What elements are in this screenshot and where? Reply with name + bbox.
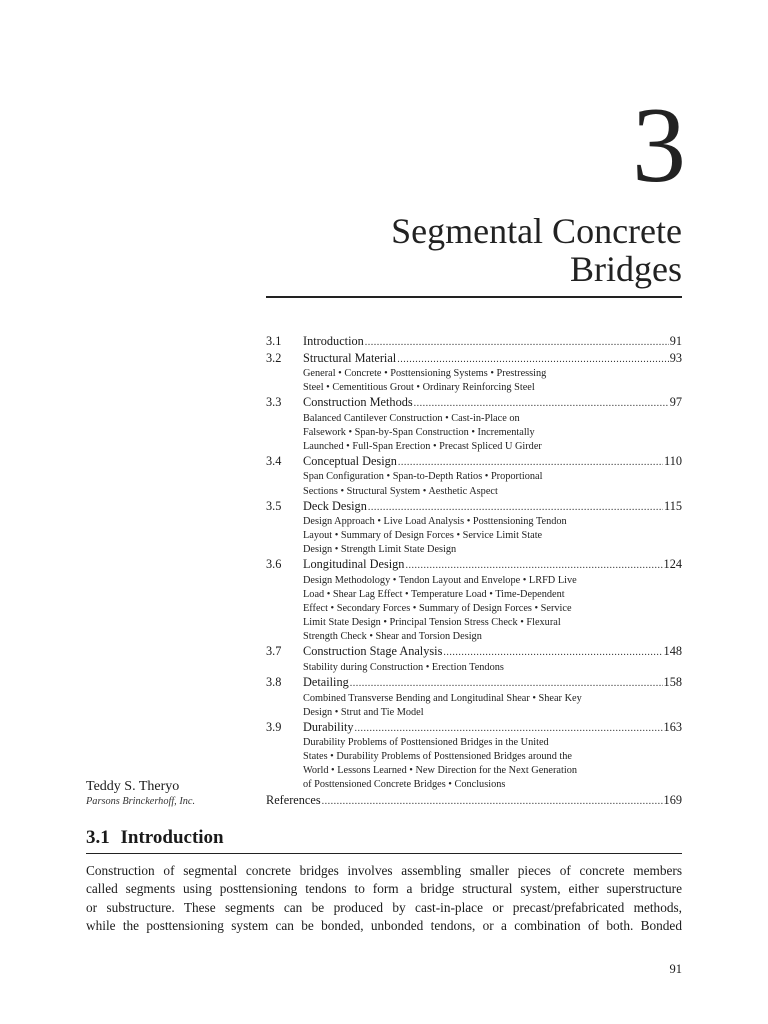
toc-subtopics [303,574,682,644]
toc-subtopic-line: Limit State Design • Principal Tension Stress Check • Flexural [303,617,561,629]
toc-line [266,720,682,737]
toc-page-number: 97 [669,395,682,410]
toc-leader-dots [355,721,663,737]
body-line: called segments using posttensioning tendons to form a bridge structural system, either superstructure [86,881,682,897]
toc-section-number: 3.5 [266,498,282,513]
toc-line [266,395,682,412]
toc-leader-dots [414,396,669,412]
toc-line [266,557,682,574]
toc-entry [266,499,682,558]
toc-page-number: 169 [663,792,682,807]
toc-subtopic-line: Stability during Construction • Erection Tendons [303,661,504,673]
toc-section-title: Durability [303,719,354,734]
toc-entry [266,395,682,454]
chapter-title [391,212,682,288]
toc-section-number: 3.9 [266,719,282,734]
toc-entry [266,334,682,351]
table-of-contents [266,334,682,809]
toc-leader-dots [397,352,668,368]
toc-section-number: 3.7 [266,644,282,659]
toc-subtopic-line: Durability Problems of Posttensioned Bridges in the United [303,737,549,749]
toc-section-title: References [266,792,321,807]
toc-subtopic-line: Design Approach • Live Load Analysis • Posttensioning Tendon [303,516,567,528]
toc-subtopic-line: Balanced Cantilever Construction • Cast-in-Place on [303,412,520,424]
toc-subtopic-line: Sections • Structural System • Aesthetic Aspect [303,485,498,497]
toc-section-title: Introduction [303,334,364,348]
toc-subtopics [303,367,682,395]
toc-subtopic-line: General • Concrete • Posttensioning Systems • Prestressing [303,368,547,379]
toc-page-number: 91 [669,334,682,348]
toc-subtopic-line: Span Configuration • Span-to-Depth Ratios • Proportional [303,471,543,483]
body-line: or substructure. These segments can be produced by cast-in-place or precast/prefabricated methods, [86,899,682,915]
toc-entry [266,644,682,675]
toc-section-number: 3.2 [266,350,282,365]
toc-page-number: 115 [664,498,682,513]
author-affiliation: Parsons Brinckerhoff, Inc. [86,796,196,807]
page-number: 91 [669,962,682,976]
toc-subtopics [303,661,682,675]
toc-leader-dots [405,558,662,574]
toc-subtopic-line: Combined Transverse Bending and Longitudinal Shear • Shear Key [303,692,582,704]
toc-section-title: Structural Material [303,350,397,365]
toc-subtopic-line: Design • Strut and Tie Model [303,706,424,718]
toc-subtopic-line: Steel • Cementitious Grout • Ordinary Reinforcing Steel [303,382,535,394]
toc-page-number: 163 [663,719,682,734]
section-heading [86,826,682,854]
body-paragraph [86,862,682,936]
toc-section-title: Conceptual Design [303,453,397,468]
toc-subtopic-line: Layout • Summary of Design Forces • Service Limit State [303,530,543,542]
toc-section-number: 3.1 [266,334,282,348]
toc-subtopic-line: Launched • Full-Span Erection • Precast Spliced U Girder [303,440,542,452]
toc-leader-dots [365,335,669,351]
section-number: 3.1 [86,827,110,848]
author-block [86,778,195,809]
toc-entry [266,351,682,396]
toc-section-number: 3.8 [266,675,282,689]
toc-section-number: 3.6 [266,557,282,572]
title-rule [266,296,682,298]
toc-entry [266,557,682,644]
toc-line [266,675,682,692]
toc-section-title: Deck Design [303,498,367,513]
section-title: Introduction [120,827,224,848]
toc-section-title: Longitudinal Design [303,557,405,572]
toc-page-number: 158 [663,675,682,689]
toc-leader-dots [368,500,663,516]
body-line: Construction of segmental concrete bridges involves assembling smaller pieces of concrete members [86,863,682,878]
author-name: Teddy S. Theryo [86,779,180,794]
chapter-title-line: Bridges [570,249,682,289]
toc-line [266,351,682,368]
chapter-title-line: Segmental Concrete [391,211,682,251]
toc-subtopic-line: World • Lessons Learned • New Direction for the Next Generation [303,765,578,777]
chapter-number: 3 [632,86,686,205]
toc-entry [266,454,682,499]
toc-leader-dots [443,645,662,661]
toc-subtopics [303,470,682,498]
toc-subtopic-line: Effect • Secondary Forces • Summary of Design Forces • Service [303,603,572,615]
toc-page-number: 93 [669,350,682,365]
toc-line [266,644,682,661]
toc-section-number: 3.4 [266,453,282,468]
toc-line [266,793,682,810]
toc-line [266,454,682,471]
body-line: while the posttensioning system can be bonded, unbonded tendons, or a combination of both. Bonded [86,918,682,934]
toc-subtopic-line: Design • Strength Limit State Design [303,544,457,556]
toc-entry [266,720,682,793]
toc-subtopics [303,736,682,792]
toc-page-number: 110 [664,453,682,468]
toc-section-title: Construction Methods [303,395,413,410]
toc-subtopic-line: States • Durability Problems of Posttensioned Bridges around the [303,751,573,763]
toc-subtopic-line: of Posttensioned Concrete Bridges • Conclusions [303,779,506,791]
toc-section-number: 3.3 [266,395,282,410]
toc-subtopic-line: Load • Shear Lag Effect • Temperature Load • Time-Dependent [303,589,565,601]
toc-subtopics [303,515,682,557]
toc-subtopic-line: Falsework • Span-by-Span Construction • Incrementally [303,426,535,438]
toc-references-entry [266,793,682,810]
toc-subtopic-line: Strength Check • Shear and Torsion Design [303,631,482,643]
toc-leader-dots [350,676,663,692]
toc-page-number: 124 [663,557,682,572]
toc-subtopics [303,412,682,454]
toc-leader-dots [398,455,663,471]
toc-page-number: 148 [663,644,682,659]
toc-line [266,334,682,351]
toc-section-title: Construction Stage Analysis [303,644,443,659]
toc-leader-dots [322,794,663,810]
toc-section-title: Detailing [303,675,349,689]
toc-entry [266,675,682,720]
toc-subtopics [303,692,682,720]
toc-line [266,499,682,516]
toc-subtopic-line: Design Methodology • Tendon Layout and Envelope • LRFD Live [303,574,577,586]
